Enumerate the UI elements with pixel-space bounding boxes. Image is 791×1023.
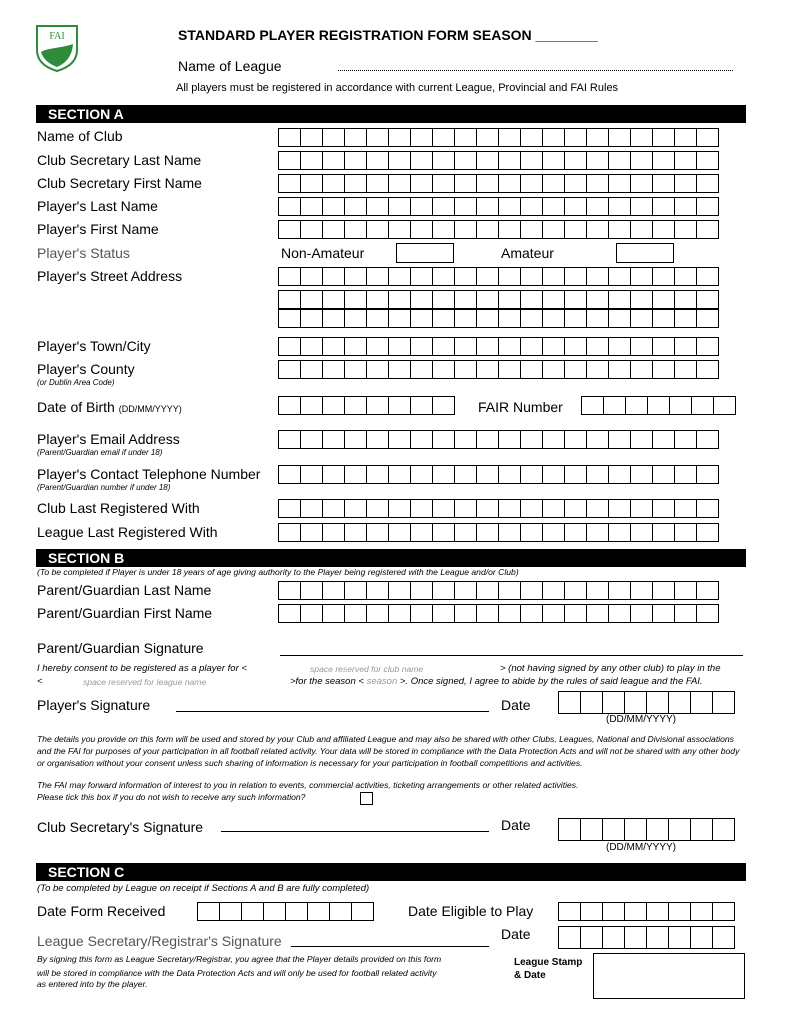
street-address-label: Player's Street Address — [37, 268, 183, 284]
town-city-field[interactable] — [278, 337, 718, 356]
consent-text-c: > (not having signed by any other club) to play in the — [500, 663, 721, 674]
league-name-label: Name of League — [178, 58, 282, 74]
dob-format: (DD/MM/YYYY) — [118, 404, 182, 414]
player-status-label: Player's Status — [37, 245, 130, 261]
consent-text-2c: >for the season < — [290, 676, 364, 687]
email-field[interactable] — [278, 430, 718, 449]
player-signature-label: Player's Signature — [37, 697, 151, 713]
player-date-format: (DD/MM/YYYY) — [606, 714, 676, 725]
player-first-name-label: Player's First Name — [37, 221, 159, 237]
player-date-label: Date — [501, 697, 531, 713]
amateur-checkbox[interactable] — [616, 243, 674, 263]
club-last-registered-label: Club Last Registered With — [37, 500, 200, 516]
date-eligible-label: Date Eligible to Play — [408, 903, 534, 919]
fai-crest-logo — [32, 22, 82, 72]
declaration-line-1: By signing this form as League Secretary/Registrar, you agree that the Player details provided on this form — [37, 954, 442, 964]
guardian-first-name-field[interactable] — [278, 604, 718, 623]
county-field[interactable] — [278, 360, 718, 379]
optout-text-2: Please tick this box if you do not wish to receive any such information? — [37, 792, 306, 802]
player-last-name-field[interactable] — [278, 197, 718, 216]
declaration-line-2: will be stored in compliance with the Data Protection Acts and will only be used for football related activity — [37, 968, 437, 978]
league-name-placeholder[interactable]: space reserved for league name — [83, 677, 207, 687]
fair-number-label: FAIR Number — [478, 399, 563, 415]
guardian-first-name-label: Parent/Guardian First Name — [37, 605, 213, 621]
league-secretary-signature-line[interactable] — [291, 946, 489, 947]
dob-field[interactable] — [278, 396, 454, 415]
phone-note: (Parent/Guardian number if under 18) — [37, 483, 171, 492]
phone-label: Player's Contact Telephone Number — [37, 466, 261, 482]
club-secretary-date-field[interactable] — [558, 818, 734, 841]
registration-notice: All players must be registered in accordance with current League, Provincial and FAI Rules — [176, 82, 619, 94]
club-secretary-signature-label: Club Secretary's Signature — [37, 819, 204, 835]
secretary-first-name-field[interactable] — [278, 174, 718, 193]
league-name-line[interactable] — [338, 70, 733, 71]
non-amateur-checkbox[interactable] — [396, 243, 454, 263]
guardian-signature-label: Parent/Guardian Signature — [37, 640, 204, 656]
county-note: (or Dublin Area Code) — [37, 378, 115, 387]
player-first-name-field[interactable] — [278, 220, 718, 239]
guardian-signature-line[interactable] — [280, 655, 743, 656]
date-form-received-field[interactable] — [197, 902, 373, 921]
consent-line-2 — [290, 676, 703, 687]
secretary-last-name-label: Club Secretary Last Name — [37, 152, 202, 168]
league-secretary-date-field[interactable] — [558, 926, 734, 949]
guardian-last-name-field[interactable] — [278, 581, 718, 600]
street-address-field-1[interactable] — [278, 267, 718, 286]
amateur-label: Amateur — [501, 245, 554, 261]
club-secretary-date-label: Date — [501, 817, 531, 833]
optout-checkbox[interactable] — [360, 792, 373, 805]
club-name-placeholder[interactable]: space reserved for club name — [310, 664, 424, 674]
club-secretary-signature-line[interactable] — [221, 831, 489, 832]
club-secretary-date-format: (DD/MM/YYYY) — [606, 842, 676, 853]
svg-text:FAI: FAI — [49, 31, 65, 42]
consent-text-2a: < — [37, 676, 43, 687]
club-name-field[interactable] — [278, 128, 718, 147]
guardian-last-name-label: Parent/Guardian Last Name — [37, 582, 212, 598]
phone-field[interactable] — [278, 465, 718, 484]
consent-line-1 — [37, 663, 247, 674]
club-last-registered-field[interactable] — [278, 499, 718, 518]
form-title: STANDARD PLAYER REGISTRATION FORM SEASON ________ — [178, 27, 598, 43]
player-last-name-label: Player's Last Name — [37, 198, 158, 214]
season-placeholder[interactable]: season — [366, 676, 398, 687]
dob-label — [37, 399, 182, 415]
consent-text-2e: >. Once signed, I agree to abide by the rules of said league and the FAI. — [399, 676, 703, 687]
secretary-first-name-label: Club Secretary First Name — [37, 175, 202, 191]
secretary-last-name-field[interactable] — [278, 151, 718, 170]
player-date-field[interactable] — [558, 691, 734, 714]
optout-text-1: The FAI may forward information of interest to you in relation to events, commercial activities, ticketing arrangements or other related activities. — [37, 780, 579, 790]
consent-text-a: I hereby consent to be registered as a player for < — [37, 663, 247, 674]
section-b-note: (To be completed if Player is under 18 years of age giving authority to the Player being registered with the League and/or Club) — [37, 567, 519, 577]
email-label: Player's Email Address — [37, 431, 180, 447]
date-form-received-label: Date Form Received — [37, 903, 166, 919]
town-city-label: Player's Town/City — [37, 338, 151, 354]
player-signature-line[interactable] — [176, 711, 489, 712]
section-c-note: (To be completed by League on receipt if Sections A and B are fully completed) — [37, 883, 370, 894]
section-c-heading: SECTION C — [36, 863, 746, 881]
league-secretary-signature-label: League Secretary/Registrar's Signature — [37, 933, 282, 949]
street-address-field-2[interactable] — [278, 290, 718, 309]
email-note: (Parent/Guardian email if under 18) — [37, 448, 163, 457]
league-secretary-date-label: Date — [501, 926, 531, 942]
fair-number-field[interactable] — [581, 396, 735, 415]
date-eligible-field[interactable] — [558, 902, 734, 921]
declaration-line-3: as entered into by the player. — [37, 979, 148, 989]
county-label: Player's County — [37, 361, 135, 377]
non-amateur-label: Non-Amateur — [281, 245, 365, 261]
section-a-heading: SECTION A — [36, 105, 746, 123]
data-protection-notice: The details you provide on this form will be used and stored by your Club and affiliated League and may also be shared with other Clubs, Leagues, National and Divisional associations and the FAI for purposes of your participation in all football related activity. Your data will be stored in compliance with the Data Protection Acts and will not be shared with any other body or organisation without your consent unless such sharing of information is necessary for your participation in football competitions and activities. — [37, 734, 740, 768]
league-stamp-date-label: & Date — [514, 970, 546, 981]
league-stamp-label: League Stamp — [514, 957, 583, 968]
club-name-label: Name of Club — [37, 128, 123, 144]
league-last-registered-label: League Last Registered With — [37, 524, 218, 540]
league-last-registered-field[interactable] — [278, 523, 718, 542]
league-stamp-box[interactable] — [593, 953, 745, 999]
section-b-heading: SECTION B — [36, 549, 746, 567]
street-address-field-3[interactable] — [278, 309, 718, 328]
dob-label-text: Date of Birth — [37, 399, 115, 415]
